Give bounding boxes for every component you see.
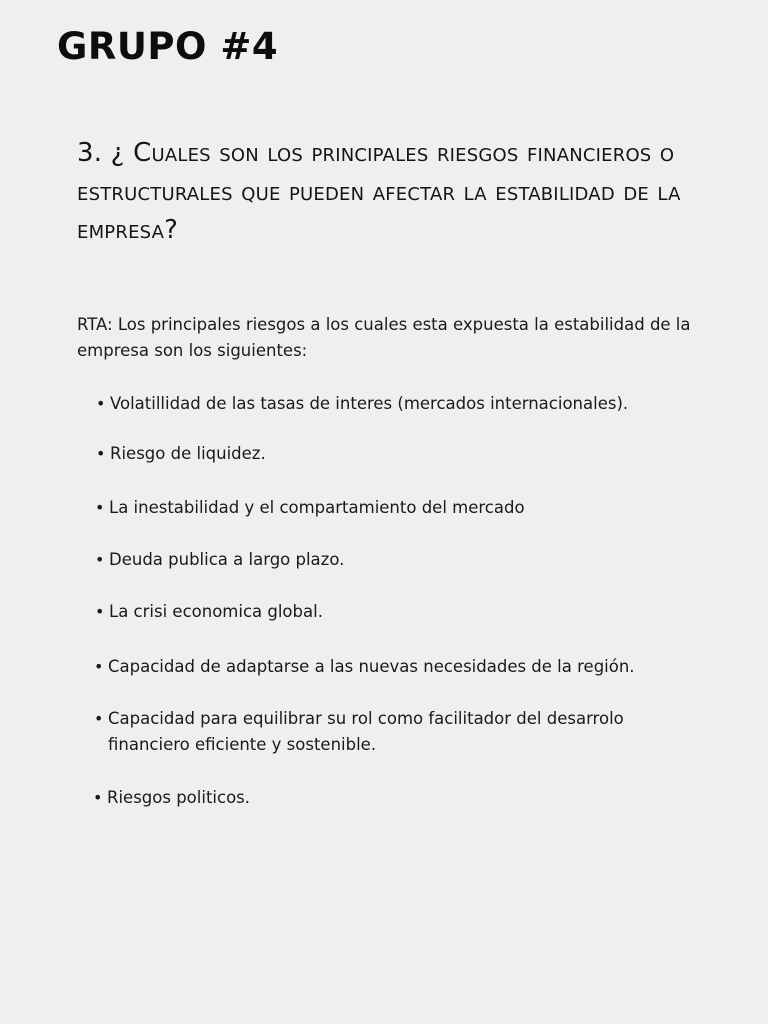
list-item-text: Riesgo de liquidez. <box>110 444 266 463</box>
bullet-icon: • <box>95 498 105 517</box>
bullet-icon: • <box>95 602 105 621</box>
page-title: GRUPO #4 <box>57 25 279 68</box>
bullet-icon: • <box>96 394 106 413</box>
list-item-text: Riesgos politicos. <box>107 788 251 807</box>
list-item <box>96 391 710 417</box>
bullet-icon: • <box>95 550 105 569</box>
list-item-text: La crisi economica global. <box>109 602 323 621</box>
list-item-text: Capacidad para equilibrar su rol como facilitador del desarrolo financiero eficiente y sostenible. <box>108 709 624 754</box>
list-item <box>95 599 709 625</box>
list-item <box>94 654 708 680</box>
list-item <box>96 441 710 467</box>
list-item-text: Volatillidad de las tasas de interes (mercados internacionales). <box>110 394 629 413</box>
bullet-icon: • <box>94 657 104 676</box>
question-text: 3. ¿ Cuales son los principales riesgos financieros o estructurales que pueden afectar la estabilidad de la empresa? <box>77 138 681 245</box>
list-item <box>93 785 707 811</box>
bullet-icon: • <box>94 709 104 728</box>
bullet-icon: • <box>93 788 103 807</box>
list-item-text: La inestabilidad y el compartamiento del mercado <box>109 498 525 517</box>
list-item <box>95 495 709 521</box>
list-item-text: Deuda publica a largo plazo. <box>109 550 345 569</box>
list-item <box>94 706 688 758</box>
bullet-icon: • <box>96 444 106 463</box>
list-item-text: Capacidad de adaptarse a las nuevas necesidades de la región. <box>108 657 635 676</box>
answer-intro: RTA: Los principales riesgos a los cuales esta expuesta la estabilidad de la empresa son los siguientes: <box>77 315 691 360</box>
list-item <box>95 547 709 573</box>
